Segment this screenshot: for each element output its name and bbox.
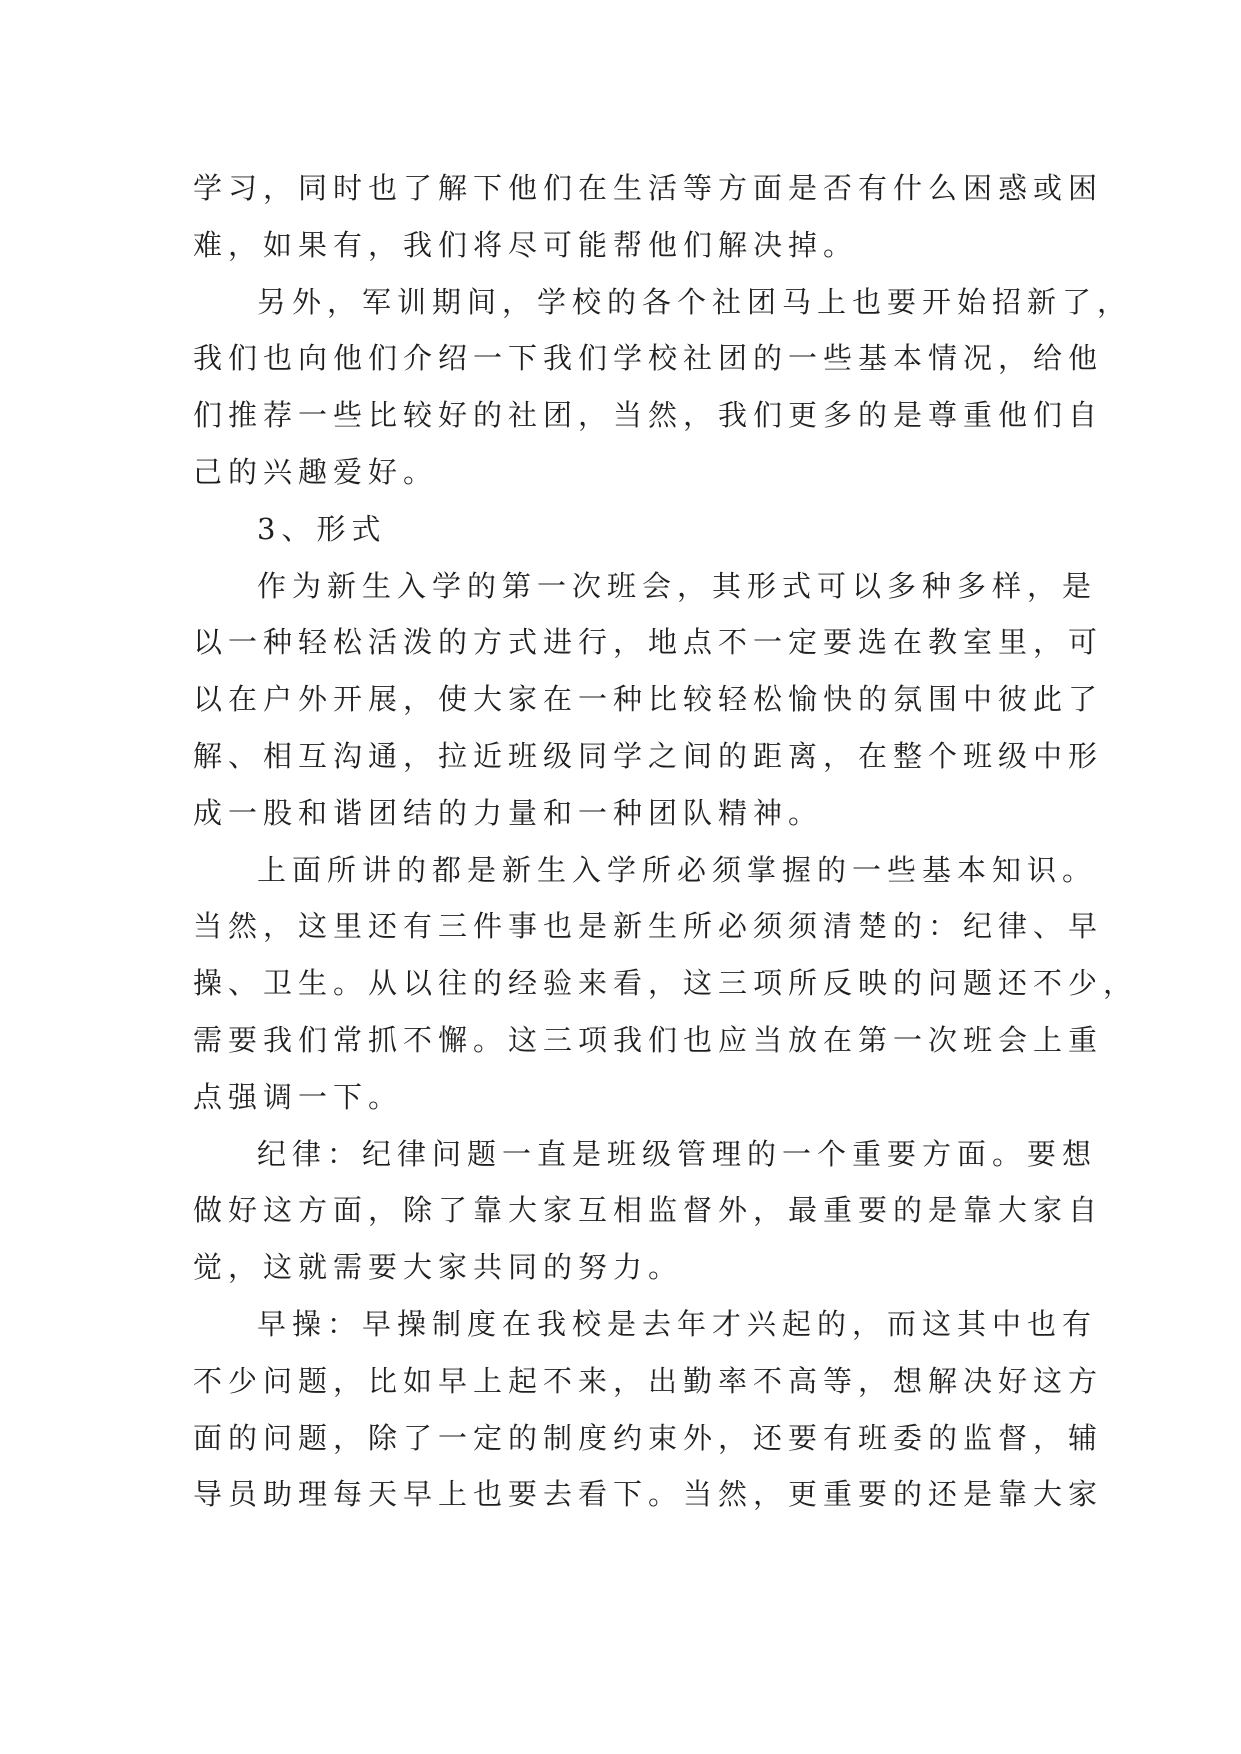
text-line: 成一股和谐团结的力量和一种团队精神。 — [193, 795, 824, 830]
text-line: 解、相互沟通，拉近班级同学之间的距离，在整个班级中形 — [193, 738, 1104, 773]
section-heading: 3、形式 — [257, 511, 387, 546]
text-line: 面的问题，除了一定的制度约束外，还要有班委的监督，辅 — [193, 1420, 1104, 1455]
text-line: 难，如果有，我们将尽可能帮他们解决掉。 — [193, 227, 859, 262]
text-line: 做好这方面，除了靠大家互相监督外，最重要的是靠大家自 — [193, 1193, 1104, 1228]
text-line: 我们也向他们介绍一下我们学校社团的一些基本情况，给他 — [193, 341, 1104, 376]
document-body — [193, 160, 1139, 1523]
text-line: 作为新生入学的第一次班会，其形式可以多种多样，是 — [257, 568, 1098, 603]
text-line: 觉，这就需要大家共同的努力。 — [193, 1250, 684, 1285]
text-line: 当然，这里还有三件事也是新生所必须须清楚的：纪律、早 — [193, 909, 1104, 944]
text-line: 纪律：纪律问题一直是班级管理的一个重要方面。要想 — [257, 1136, 1098, 1171]
text-line: 需要我们常抓不懈。这三项我们也应当放在第一次班会上重 — [193, 1022, 1104, 1057]
text-line: 学习，同时也了解下他们在生活等方面是否有什么困惑或困 — [193, 171, 1104, 205]
text-line: 以在户外开展，使大家在一种比较轻松愉快的氛围中彼此了 — [193, 682, 1104, 717]
text-line: 早操：早操制度在我校是去年才兴起的，而这其中也有 — [257, 1306, 1098, 1341]
text-line: 们推荐一些比较好的社团，当然，我们更多的是尊重他们自 — [193, 398, 1104, 433]
text-line: 导员助理每天早上也要去看下。当然，更重要的还是靠大家 — [193, 1477, 1104, 1512]
text-line: 以一种轻松活泼的方式进行，地点不一定要选在教室里，可 — [193, 625, 1104, 660]
text-line: 另外，军训期间，学校的各个社团马上也要开始招新了， — [257, 284, 1133, 319]
text-line: 操、卫生。从以往的经验来看，这三项所反映的问题还不少， — [193, 966, 1139, 1001]
text-line: 点强调一下。 — [193, 1079, 404, 1114]
text-line: 不少问题，比如早上起不来，出勤率不高等，想解决好这方 — [193, 1363, 1104, 1398]
text-line: 己的兴趣爱好。 — [193, 454, 439, 489]
text-line: 上面所讲的都是新生入学所必须掌握的一些基本知识。 — [257, 852, 1098, 887]
